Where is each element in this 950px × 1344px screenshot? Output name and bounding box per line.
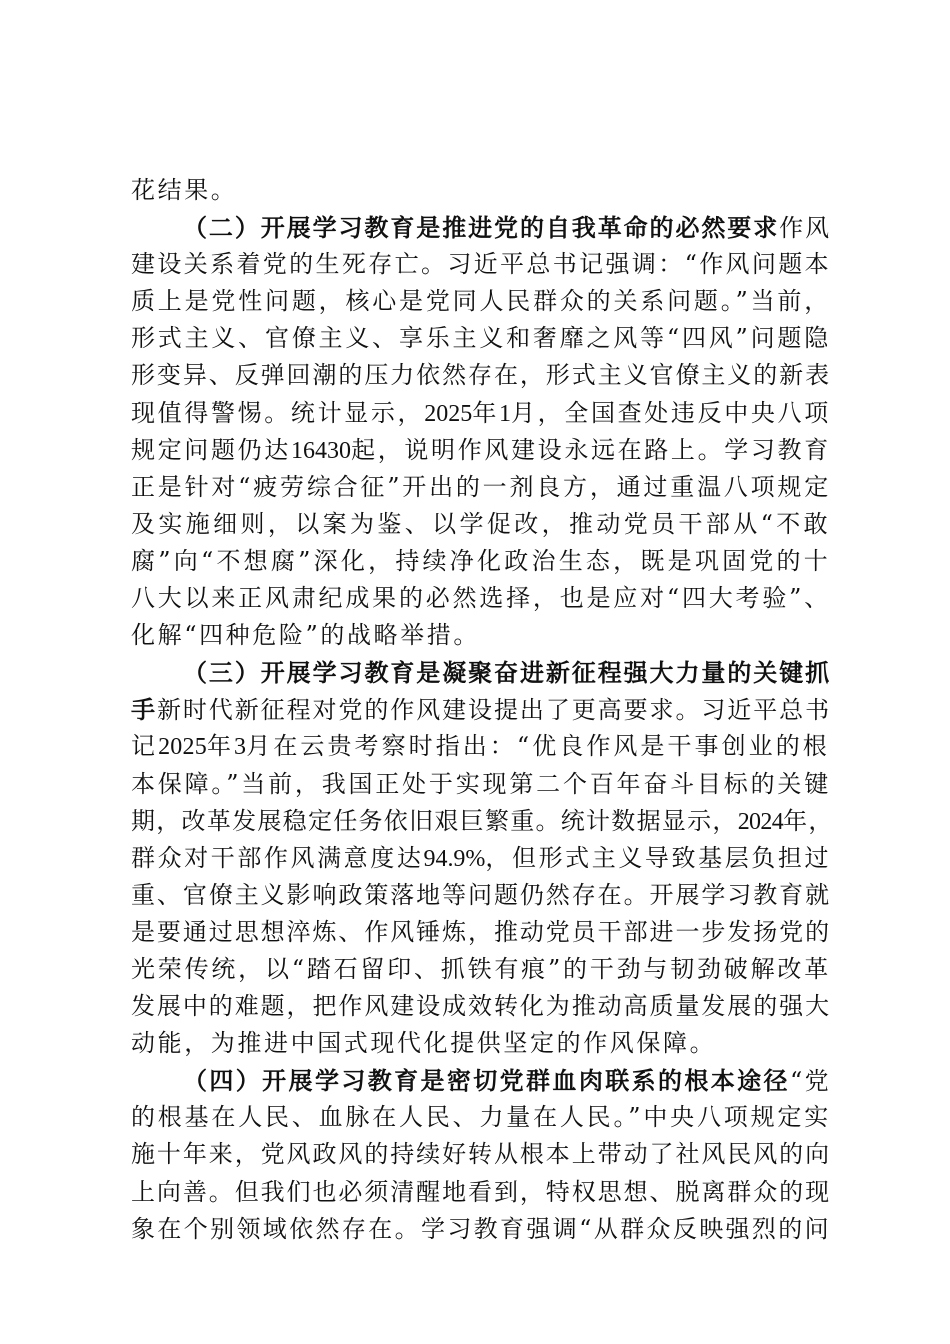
text-line: [131, 283, 831, 320]
body-text: 年，: [783, 806, 834, 835]
text-line: [131, 914, 831, 951]
body-text: 起，说明作风建设永远在路上。学习教育: [351, 435, 831, 464]
body-text: 象在个别领域依然存在。学习教育强调“从群众反映强烈的问: [131, 1214, 831, 1243]
body-text: 年: [206, 732, 235, 761]
body-text: 3: [234, 734, 247, 761]
text-line: [131, 728, 831, 765]
body-text: 作风: [779, 214, 831, 243]
body-text: 光荣传统，以“踏石留印、抓铁有痕”的干劲与韧劲破解改革: [131, 954, 831, 983]
section-heading-text: 手: [131, 695, 157, 725]
body-text: 16430: [290, 437, 352, 464]
text-line: [131, 543, 831, 580]
body-text: 现值得警惕。统计显示，: [131, 398, 425, 427]
text-line: [131, 840, 831, 877]
text-line: [131, 1136, 831, 1173]
text-line: [131, 1025, 831, 1062]
body-text: 群众对干部作风满意度达: [131, 843, 424, 872]
body-text: 花结果。: [131, 176, 238, 204]
text-line: [131, 654, 831, 691]
body-text: 化解“四种危险”的战略举措。: [131, 621, 480, 650]
section-heading-text: （三）开展学习教育是凝聚奋进新征程强大力量的关键抓: [183, 658, 831, 688]
body-text: 发展中的难题，把作风建设成效转化为推动高质量发展的强大: [131, 992, 831, 1021]
text-line: [131, 469, 831, 506]
body-text: 及实施细则，以案为鉴、以学促改，推动党员干部从“不敢: [131, 509, 831, 538]
section-heading-text: （二）开展学习教育是推进党的自我革命的必然要求: [183, 213, 780, 243]
body-text: 2025: [424, 400, 473, 427]
body-text: 正是针对“疲劳综合征”开出的一剂良方，通过重温八项规定: [131, 472, 831, 501]
body-text: 规定问题仍达: [131, 435, 291, 464]
text-line: [131, 691, 831, 728]
text-line: [131, 395, 831, 432]
text-line: [131, 580, 831, 617]
text-line: [131, 432, 831, 469]
section-heading-text: （四）开展学习教育是密切党群血肉联系的根本途径: [183, 1066, 790, 1096]
text-line: [131, 766, 831, 803]
body-text: 月，全国查处违反中央八项: [511, 398, 831, 427]
body-text: 八大以来正风肃纪成果的必然选择，也是应对“四大考验”、: [131, 584, 831, 613]
body-text: 本保障。”当前，我国正处于实现第二个百年奋斗目标的关键: [131, 769, 831, 798]
body-text: 是要通过思想淬炼、作风锤炼，推动党员干部进一步发扬党的: [131, 917, 831, 946]
body-text: “党: [789, 1067, 831, 1096]
text-line: [131, 803, 834, 840]
text-line: [131, 1211, 831, 1248]
body-text: 重、官僚主义影响政策落地等问题仍然存在。开展学习教育就: [131, 880, 831, 909]
document-body: [131, 172, 834, 1248]
body-text: 94.9%: [423, 845, 486, 872]
body-text: 月在云贵考察时指出：“优良作风是干事创业的根: [246, 732, 830, 761]
text-line: [131, 951, 831, 988]
body-text: 动能，为推进中国式现代化提供坚定的作风保障。: [131, 1029, 717, 1058]
body-text: 质上是党性问题，核心是党同人民群众的关系问题。”当前，: [131, 287, 831, 316]
body-text: 腐”向“不想腐”深化，持续净化政治生态，既是巩固党的十: [131, 546, 831, 575]
text-line: [131, 246, 831, 283]
body-text: 记: [131, 732, 159, 761]
text-line: [131, 1099, 831, 1136]
body-text: 的根基在人民、血脉在人民、力量在人民。”中央八项规定实: [131, 1103, 831, 1132]
text-line: [131, 988, 831, 1025]
text-line: [131, 357, 831, 394]
body-text: 年: [472, 398, 499, 427]
text-line: [131, 172, 831, 209]
body-text: 2024: [737, 808, 784, 835]
body-text: 1: [498, 400, 511, 427]
text-line: [131, 1062, 831, 1099]
text-line: [131, 877, 831, 914]
text-line: [131, 1174, 831, 1211]
text-line: [131, 209, 831, 246]
text-line: [131, 320, 831, 357]
text-line: [131, 506, 831, 543]
body-text: 期，改革发展稳定任务依旧艰巨繁重。统计数据显示，: [131, 806, 738, 835]
body-text: ，但形式主义导致基层负担过: [485, 843, 832, 872]
body-text: 施十年来，党风政风的持续好转从根本上带动了社风民风的向: [131, 1140, 831, 1169]
body-text: 2025: [158, 734, 207, 761]
body-text: 新时代新征程对党的作风建设提出了更高要求。习近平总书: [156, 696, 831, 725]
text-line: [131, 617, 831, 654]
body-text: 建设关系着党的生死存亡。习近平总书记强调：“作风问题本: [131, 250, 831, 279]
body-text: 形变异、反弹回潮的压力依然存在，形式主义官僚主义的新表: [131, 361, 831, 390]
body-text: 上向善。但我们也必须清醒地看到，特权思想、脱离群众的现: [131, 1177, 831, 1206]
body-text: 形式主义、官僚主义、享乐主义和奢靡之风等“四风”问题隐: [131, 324, 831, 353]
